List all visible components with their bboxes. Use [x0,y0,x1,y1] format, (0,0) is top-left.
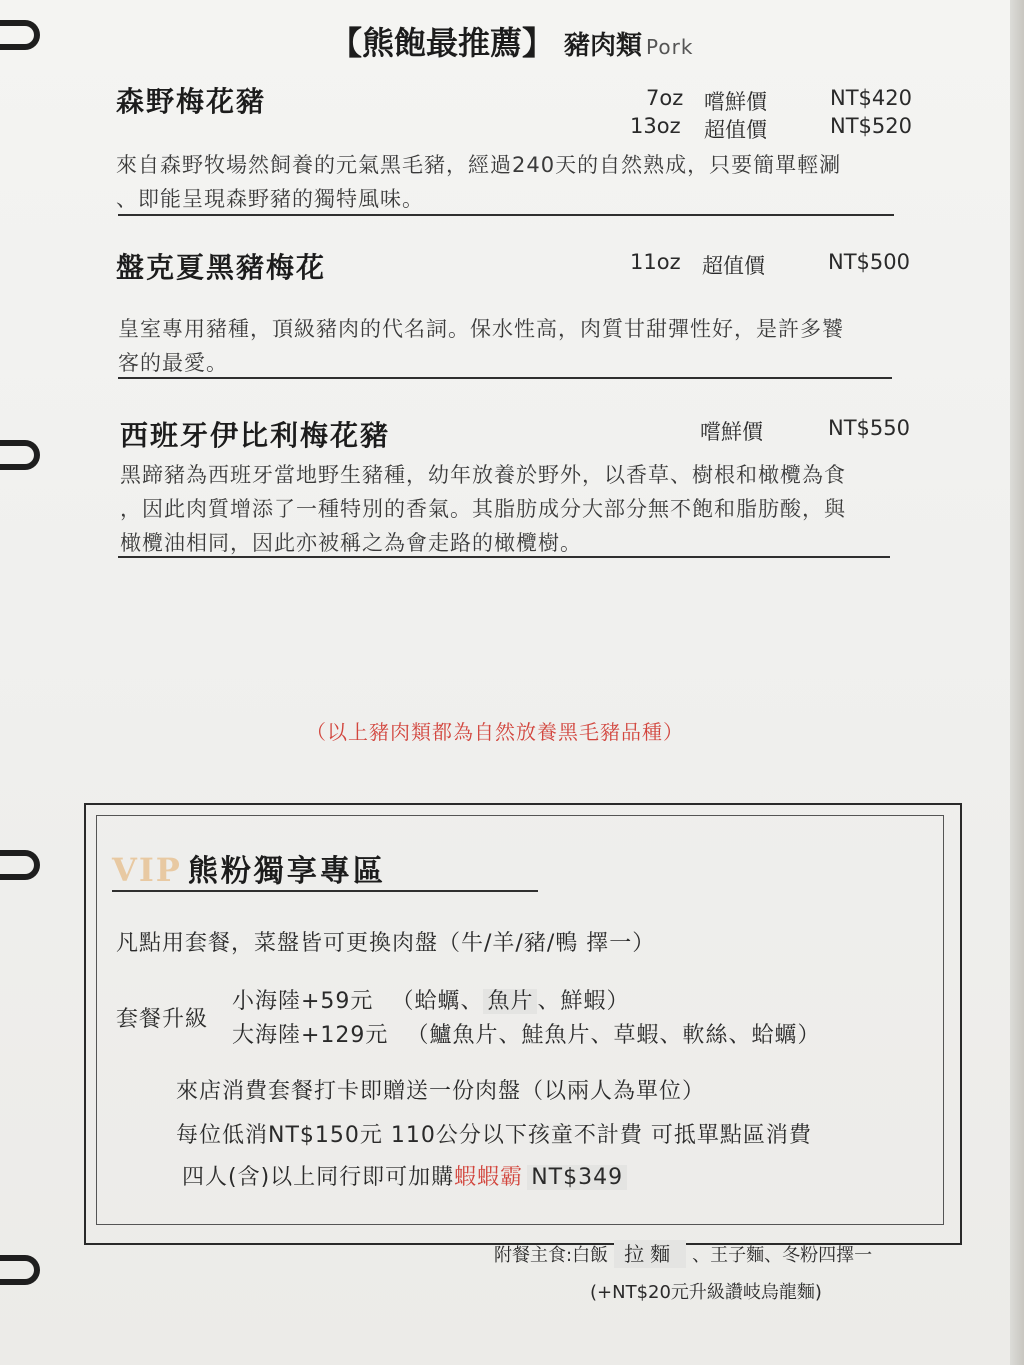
price-label: 超值價 [702,254,765,278]
header-category-en: Pork [646,35,694,59]
vip-line [182,1160,627,1191]
side-dish-rest: 、王子麵、冬粉四擇一 [692,1245,873,1266]
page-edge [1010,0,1024,1365]
upgrade-label: 套餐升級 [116,1007,209,1032]
upgrade-large-name: 大海陸+129元 [232,1023,389,1048]
price-value: NT$550 [828,416,910,440]
vip-tag: VIP [112,851,182,889]
price-size: 7oz [646,86,684,110]
header-title: 【熊飽最推薦】 [330,24,555,62]
vip-heading [112,846,386,890]
price-value: NT$520 [830,114,912,138]
vip-line5-highlight: 蝦蝦霸 [454,1165,524,1190]
price-row [630,250,920,278]
price-value: NT$420 [830,86,912,110]
description-line: 黑蹄豬為西班牙當地野生豬種，幼年放養於野外，以香草、樹根和橄欖為食 [120,463,846,487]
upgrade-small-name: 小海陸+59元 [232,989,374,1014]
divider [118,377,892,379]
pork-note: （以上豬肉類都為自然放養黑毛豬品種） [306,720,684,744]
price-label: 嚐鮮價 [704,90,767,114]
binder-ring [0,1255,40,1285]
description-line: ，因此肉質增添了一種特別的香氣。其脂肪成分大部分無不飽和脂肪酸，與 [120,497,846,521]
price-row [700,416,920,444]
item-name: 森野梅花豬 [116,85,267,118]
description-line: 皇室專用豬種，頂級豬肉的代名詞。保水性高，肉質甘甜彈性好，是許多饕 [118,317,844,341]
binder-ring [0,20,40,50]
description-line: 客的最愛。 [118,351,228,375]
upgrade-small-items-a: （蛤蠣、 [391,989,484,1014]
upgrade-large-items: （鱸魚片、鮭魚片、草蝦、軟絲、蛤蠣） [406,1023,821,1048]
binder-ring [0,440,40,470]
vip-line5-price: NT$349 [527,1165,627,1190]
upgrade-small-items-highlight: 魚片 [483,989,537,1014]
price-row [640,86,920,114]
side-dish-highlight: 拉麵 [614,1240,686,1268]
divider [118,214,894,216]
vip-title-underline [112,890,538,892]
side-dish-label: 附餐主食:白飯 [494,1245,609,1266]
item-name: 盤克夏黑豬梅花 [116,251,327,284]
upgrade-large [232,1018,820,1049]
price-label: 嚐鮮價 [700,420,763,444]
price-size: 13oz [630,114,681,138]
binder-ring [0,850,40,880]
item-name: 西班牙伊比利梅花豬 [120,419,391,452]
price-label: 超值價 [704,118,767,142]
price-size: 11oz [630,250,681,274]
vip-line: 凡點用套餐，菜盤皆可更換肉盤（牛/羊/豬/鴨 擇一） [116,931,656,956]
item-description [118,312,844,380]
vip-line: 來店消費套餐打卡即贈送一份肉盤（以兩人為單位） [176,1079,706,1104]
description-line: 來自森野牧場然飼養的元氣黑毛豬，經過240天的自然熟成，只要簡單輕涮 [116,153,842,177]
divider [118,556,890,558]
upgrade-small-items-b: 、鮮蝦） [537,989,630,1014]
vip-title: 熊粉獨享專區 [187,854,386,889]
description-line: 、即能呈現森野豬的獨特風味。 [116,187,424,211]
side-dish-upgrade: (+NT$20元升級讚岐烏龍麵) [590,1282,822,1303]
vip-line: 每位低消NT$150元 110公分以下孩童不計費 可抵單點區消費 [176,1123,812,1148]
item-description [120,458,846,560]
menu-header [330,18,830,62]
header-category: 豬肉類 [564,31,643,61]
price-value: NT$500 [828,250,910,274]
vip-line5-prefix: 四人(含)以上同行即可加購 [182,1165,455,1190]
upgrade-small [232,984,629,1015]
price-row [630,114,920,142]
description-line: 橄欖油相同，因此亦被稱之為會走路的橄欖樹。 [120,531,582,555]
item-description [116,148,841,216]
side-dish-note [494,1238,872,1267]
